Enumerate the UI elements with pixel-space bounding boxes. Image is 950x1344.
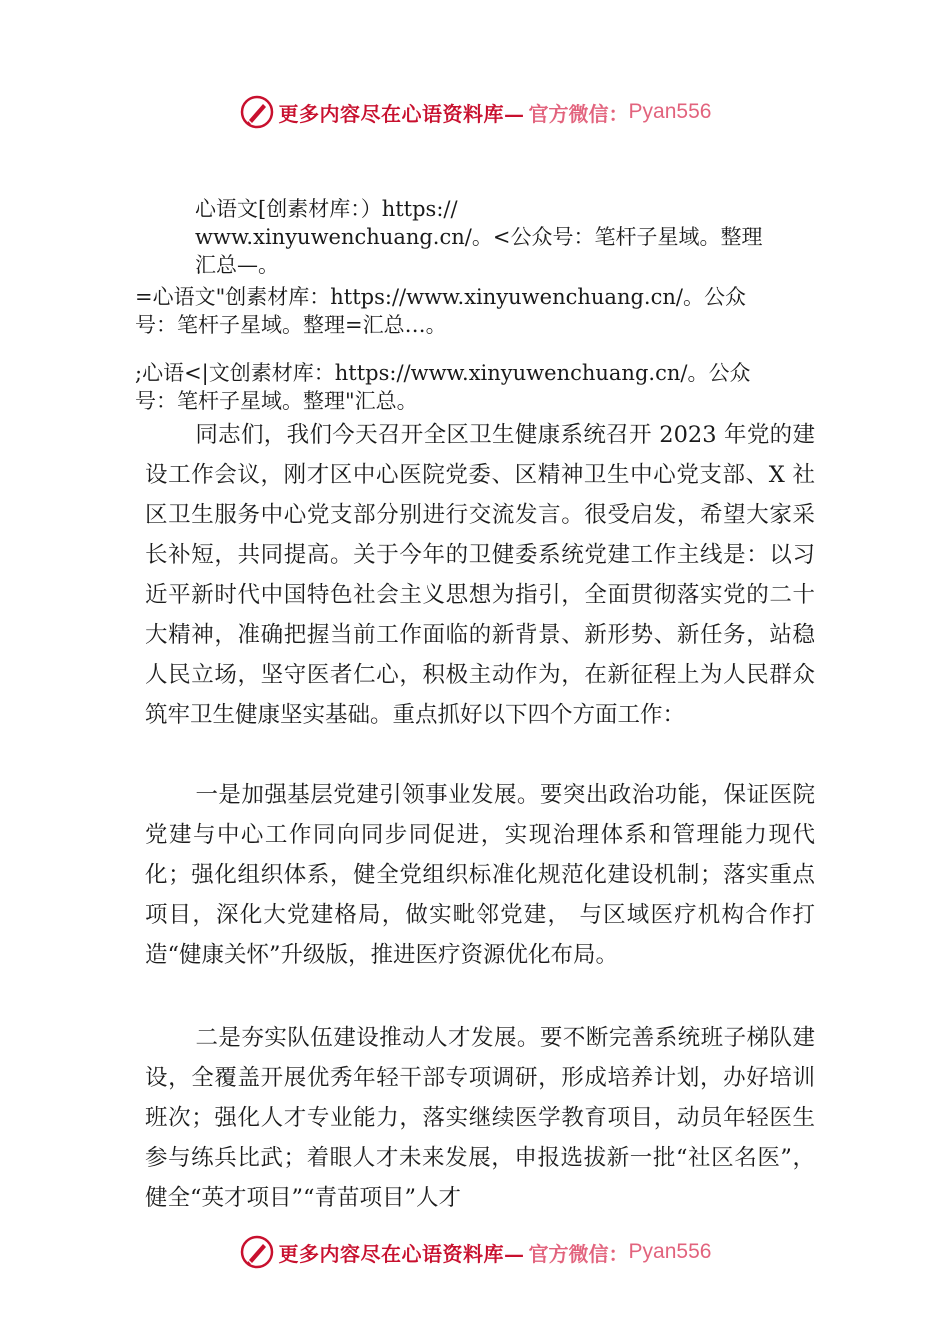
footer-banner [0,1232,950,1272]
pen-logo-icon [239,1234,275,1270]
watermark-line: 号：笔杆子星域。整理"汇总。 [135,389,418,413]
watermark-line: 心语文[创素材库：）https:// [195,197,458,221]
watermark-line: =心语文"创素材库：https://www.xinyuwenchuang.cn/。公众 [135,285,746,309]
body-paragraph [145,415,815,735]
banner-wechat-id: Pyan556 [628,1240,712,1263]
paragraph-text: 一是加强基层党建引领事业发展。要突出政治功能，保证医院党建与中心工作同向同步同促进，实现治理体系和管理能力现代化；强化组织体系，健全党组织标准化规范化建设机制；落实重点项目，深化大党建格局，做实毗邻党建， 与区域医疗机构合作打造“健康关怀”升级版，推进医疗资源优化布局。 [145,782,815,968]
watermark-line: 汇总—。 [195,253,279,277]
pen-logo-icon [239,94,275,130]
banner-wechat-label: 官方微信： [528,101,629,126]
watermark-line: 号：笔杆子星域。整理=汇总…。 [135,313,447,337]
banner-text: 更多内容尽在心语资料库— [278,1241,525,1266]
paragraph-text: 同志们，我们今天召开全区卫生健康系统召开 2023 年党的建设工作会议，刚才区中心医院党委、区精神卫生中心党支部、X 社区卫生服务中心党支部分别进行交流发言。很受启发，希望大家采长补短，共同提高。关于今年的卫健委系统党建工作主线是：以习近平新时代中国特色社会主义思想为指引，全面贯彻落实党的二十大精神，准确把握当前工作面临的新背景、新形势、新任务，站稳人民立场，坚守医者仁心，积极主动作为，在新征程上为人民群众筑牢卫生健康坚实基础。重点抓好以下四个方面工作： [145,422,815,728]
watermark-line: www.xinyuwenchuang.cn/。<公众号：笔杆子星域。整理 [195,225,763,249]
paragraph-text: 二是夯实队伍建设推动人才发展。要不断完善系统班子梯队建设，全覆盖开展优秀年轻干部专项调研，形成培养计划，办好培训班次；强化人才专业能力，落实继续医学教育项目，动员年轻医生参与练兵比武；着眼人才未来发展，申报选拔新一批“社区名医”，健全“英才项目”“青苗项目”人才 [145,1025,815,1211]
body-paragraph [145,775,815,975]
banner-wechat-label: 官方微信： [528,1241,629,1266]
banner-text: 更多内容尽在心语资料库— [278,101,525,126]
banner-wechat-id: Pyan556 [628,100,712,123]
body-paragraph [145,1018,815,1218]
watermark-line: ;心语<|文创素材库：https://www.xinyuwenchuang.cn/。公众 [135,361,751,385]
header-banner [0,92,950,132]
